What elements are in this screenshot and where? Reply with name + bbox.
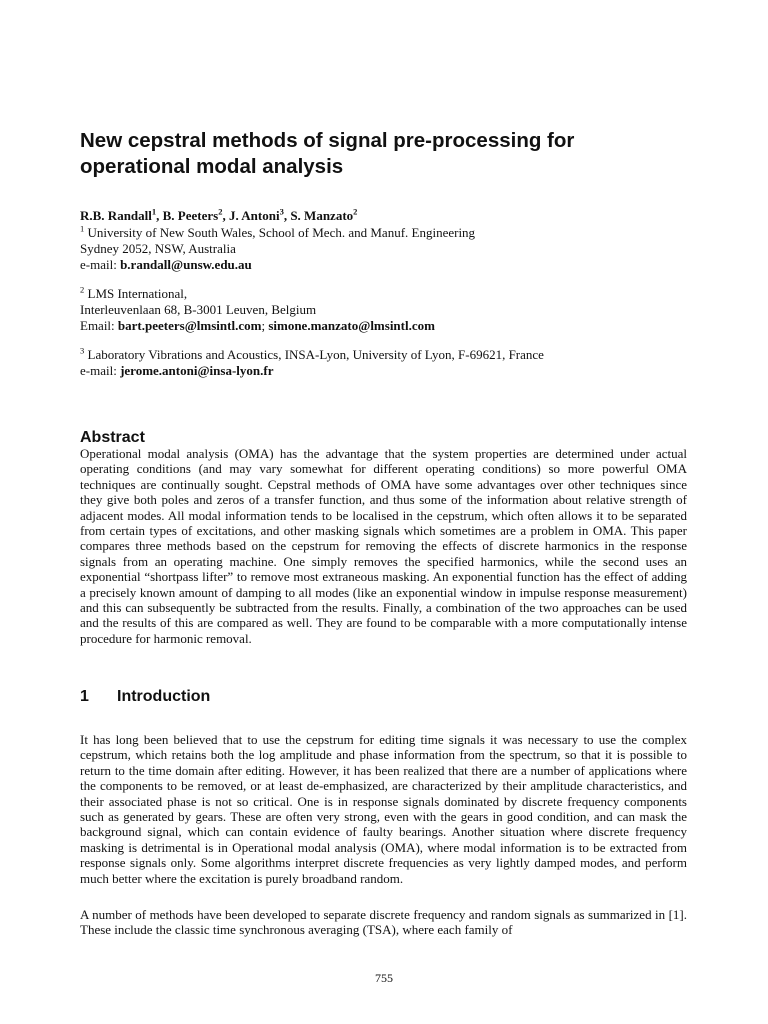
intro-paragraph-2: A number of methods have been developed to separate discrete frequency and random signals as summarized in [1]. These include the classic time synchronous averaging (TSA), where each family of bbox=[80, 907, 687, 938]
author-name: B. Peeters bbox=[162, 208, 219, 223]
affiliation-line: LMS International, bbox=[84, 286, 188, 301]
paper-title bbox=[80, 128, 700, 180]
author-affiliation-mark: 3 bbox=[279, 206, 284, 217]
affiliation-line: Laboratory Vibrations and Acoustics, INSA-Lyon, University of Lyon, F-69621, France bbox=[84, 347, 544, 362]
email-label: e-mail: bbox=[80, 363, 121, 378]
email-link[interactable]: simone.manzato@lmsintl.com bbox=[268, 318, 435, 333]
author-name: S. Manzato bbox=[290, 208, 354, 223]
email-label: Email: bbox=[80, 318, 118, 333]
page-number: 755 bbox=[375, 971, 393, 985]
abstract-body: Operational modal analysis (OMA) has the advantage that the system properties are determined under actual operating conditions (and may vary somewhat for different operating conditions) so more powerful OMA techniques are continually sought. Cepstral methods of OMA have some advantages over other techniques since they give both poles and zeros of a transfer function, and thus some of the information about relative strength of adjacent modes. All modal information tends to be localised in the cepstrum, which often allows it to be separated from certain types of excitations, and other masking signals which sometimes are a problem in OMA. This paper compares three methods based on the cepstrum for removing the effects of discrete harmonics in the response signals from an operating machine. One simply removes the specified harmonics, while the second uses an exponential “shortpass lifter” to remove most extraneous masking. An exponential function has the effect of adding a precisely known amount of damping to all modes (like an exponential window in impulse response measurement) and this can subsequently be subtracted from the results. Finally, a combination of the two approaches can be used and the results of this are compared as well. They are found to be comparable with a more computationally intense procedure for harmonic removal. bbox=[80, 446, 687, 646]
affiliation-mark: 3 bbox=[80, 345, 85, 356]
section-heading bbox=[80, 687, 210, 707]
author-separator: , bbox=[283, 208, 291, 223]
author-name: R.B. Randall bbox=[80, 208, 152, 223]
affiliation-2 bbox=[80, 286, 435, 334]
author-affiliation-mark: 1 bbox=[151, 206, 157, 217]
section-number: 1 bbox=[80, 688, 89, 705]
affiliation-line: Interleuvenlaan 68, B-3001 Leuven, Belgium bbox=[80, 302, 317, 317]
author-affiliation-mark: 2 bbox=[353, 206, 358, 217]
title-line-1: New cepstral methods of signal pre-processing for bbox=[80, 129, 575, 152]
email-link[interactable]: jerome.antoni@insa-lyon.fr bbox=[120, 363, 274, 378]
affiliation-line: University of New South Wales, School of Mech. and Manuf. Engineering bbox=[84, 225, 476, 240]
author-separator: , bbox=[156, 208, 163, 223]
affiliation-mark: 1 bbox=[80, 223, 85, 234]
author-affiliation-mark: 2 bbox=[218, 206, 223, 217]
author-list bbox=[80, 208, 357, 224]
email-link[interactable]: bart.peeters@lmsintl.com bbox=[117, 318, 262, 333]
affiliation-mark: 2 bbox=[80, 284, 85, 295]
section-title: Introduction bbox=[117, 688, 211, 705]
intro-paragraph-1: It has long been believed that to use the cepstrum for editing time signals it was necessary to use the complex cepstrum, which retains both the log amplitude and phase information from the spectrum, so that it is possible to return to the time domain after editing. However, it has been realized that there are a number of applications where the components to be removed, or at least de-emphasized, are characterized by their amplitude characteristics, and their associated phase is not so critical. One is in response signals dominated by discrete frequency components such as generated by gears. These are often very strong, even with the gears in good condition, and can mask the background signal, which can contain evidence of faulty bearings. Another situation where discrete frequency masking is detrimental is in Operational modal analysis (OMA), where modal information is to be extracted from response signals only. Some algorithms interpret discrete frequencies as very lightly damped modes, and perform much better where the excitation is purely broadband random. bbox=[80, 732, 687, 886]
abstract-heading: Abstract bbox=[80, 429, 145, 446]
affiliation-line: Sydney 2052, NSW, Australia bbox=[80, 241, 236, 256]
affiliation-3 bbox=[80, 347, 544, 379]
affiliation-1 bbox=[80, 225, 475, 273]
author-separator: , bbox=[222, 208, 229, 223]
email-label: e-mail: bbox=[80, 257, 121, 272]
author-name: J. Antoni bbox=[228, 208, 280, 223]
title-line-2: operational modal analysis bbox=[80, 155, 344, 178]
email-separator: ; bbox=[261, 318, 269, 333]
email-link[interactable]: b.randall@unsw.edu.au bbox=[120, 257, 252, 272]
